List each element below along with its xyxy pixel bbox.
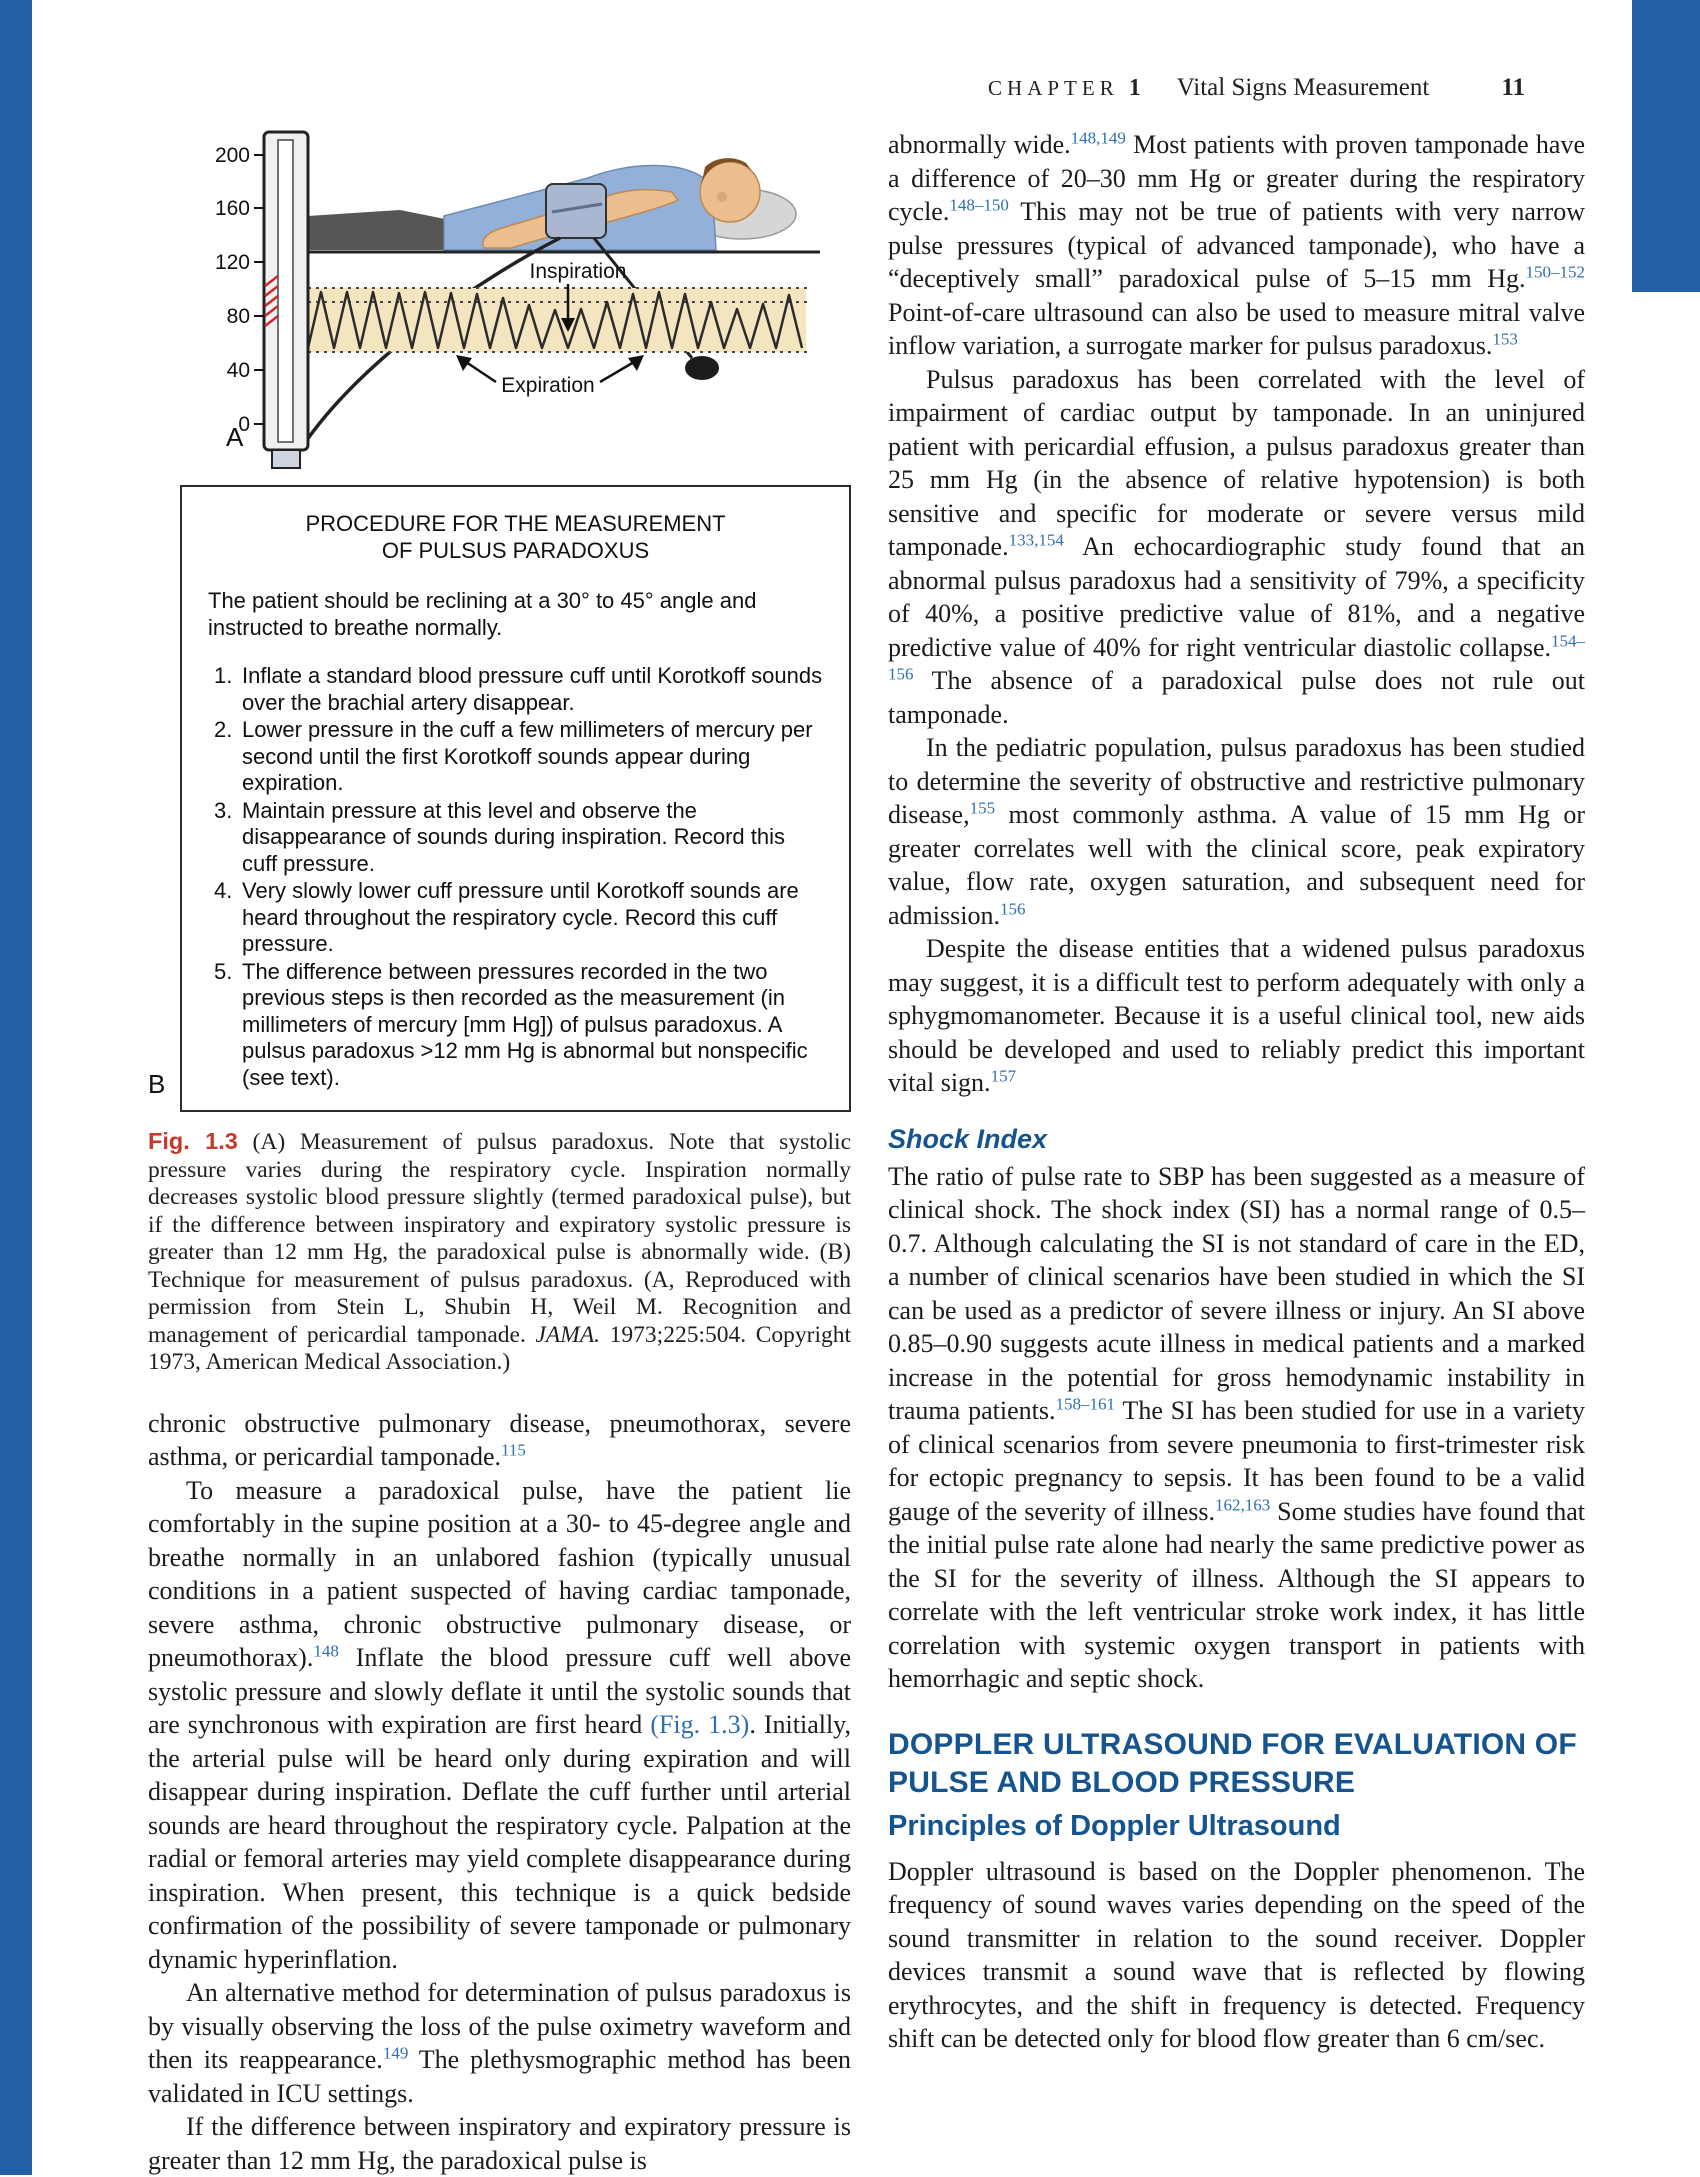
procedure-box bbox=[180, 485, 851, 1112]
page-number: 11 bbox=[1501, 74, 1525, 102]
text-run: An alternative method for determination of pulsus paradoxus is by visually observing the loss of the pulse oximetry waveform and then its reappearance. bbox=[148, 1978, 851, 2074]
tick-200: 200 bbox=[215, 144, 250, 167]
procedure-intro: The patient should be reclining at a 30° to 45° angle and instructed to breathe normally. bbox=[208, 588, 823, 641]
text-run: Most patients with proven tamponade have a difference of 20–30 mm Hg or greater during the respiratory cycle. bbox=[888, 130, 1585, 226]
pump-bulb bbox=[685, 356, 719, 380]
procedure-title-line-1: PROCEDURE FOR THE MEASUREMENT bbox=[208, 511, 823, 538]
right-column bbox=[888, 128, 1585, 2056]
expiration-left-arrow bbox=[466, 362, 496, 382]
manometer bbox=[215, 132, 308, 468]
reference-superscript[interactable]: 148 bbox=[313, 1641, 339, 1660]
pressure-band bbox=[308, 288, 806, 352]
text-run: chronic obstructive pulmonary disease, pneumothorax, severe asthma, or pericardial tamponade. bbox=[148, 1409, 851, 1472]
text-run: (A) Measurement of pulsus paradoxus. Note that systolic pressure varies during the respiratory cycle. Inspiration normally decreases systolic blood pressure slightly (termed paradoxical pulse), but if the difference between inspiratory and expiratory systolic pressure is greater than 12 mm Hg, the paradoxical pulse is abnormally wide. (B) Technique for measurement of pulsus paradoxus. (A, Reproduced with permission from Stein L, Shubin H, Weil M. Recognition and management of pericardial tamponade. bbox=[148, 1129, 851, 1348]
reference-superscript[interactable]: 133,154 bbox=[1009, 530, 1064, 549]
chapter-number: 1 bbox=[1129, 75, 1141, 102]
patient-ear bbox=[717, 192, 727, 202]
tick-120: 120 bbox=[215, 251, 250, 274]
paragraph bbox=[888, 363, 1585, 732]
paragraph bbox=[888, 1160, 1585, 1696]
figure-caption bbox=[148, 1128, 851, 1377]
text-run: To measure a paradoxical pulse, have the patient lie comfortably in the supine position at a 30- to 45-degree angle and breathe normally in an unlabored fashion (typically unusual conditions in a patient suspected of having cardiac tamponade, severe asthma, chronic obstructive pulmonary disease, or pneumothorax). bbox=[148, 1476, 851, 1673]
text-run: This may not be true of patients with very narrow pulse pressures (typical of advanced tamponade), who have a “deceptively small” paradoxical pulse of 5–15 mm Hg. bbox=[888, 197, 1585, 293]
left-column bbox=[148, 100, 851, 2177]
procedure-step: Very slowly lower cuff pressure until Korotkoff sounds are heard throughout the respiratory cycle. Record this cuff pressure. bbox=[208, 878, 823, 958]
expiration-right-arrow bbox=[600, 362, 634, 382]
reference-superscript[interactable]: 148,149 bbox=[1071, 128, 1126, 147]
reference-superscript[interactable]: 115 bbox=[501, 1440, 526, 1459]
manometer-reservoir bbox=[272, 450, 300, 468]
left-column-text bbox=[148, 1407, 851, 2177]
reference-superscript[interactable]: 154–156 bbox=[888, 631, 1585, 684]
paragraph bbox=[888, 932, 1585, 1100]
chapter-thumb-tab bbox=[1632, 0, 1700, 292]
text-run: abnormally wide. bbox=[888, 130, 1071, 159]
procedure-box-title bbox=[208, 511, 823, 564]
text-run: An echocardiographic study found that an abnormal pulsus paradoxus had a sensitivity of 79%, a specificity of 40%, a positive predictive value of 81%, and a negative predictive value of 40% for right ventricular diastolic collapse. bbox=[888, 532, 1585, 662]
procedure-step: Maintain pressure at this level and observe the disappearance of sounds during inspiration. Record this cuff pressure. bbox=[208, 798, 823, 878]
text-run: In the pediatric population, pulsus paradoxus has been studied to determine the severity of obstructive and restrictive pulmonary disease, bbox=[888, 733, 1585, 829]
tick-160: 160 bbox=[215, 197, 250, 220]
text-run: If the difference between inspiratory and expiratory pressure is greater than 12 mm Hg, the paradoxical pulse is bbox=[148, 2112, 851, 2175]
italic-text: JAMA. bbox=[535, 1322, 600, 1348]
paragraph bbox=[888, 1855, 1585, 2056]
procedure-step: Inflate a standard blood pressure cuff until Korotkoff sounds over the brachial artery disappear. bbox=[208, 663, 823, 716]
page-edge-bar bbox=[0, 0, 32, 2175]
figure-1-3-panel-a-illustration bbox=[148, 100, 848, 475]
section-heading: DOPPLER ULTRASOUND FOR EVALUATION OF PULSE AND BLOOD PRESSURE bbox=[888, 1726, 1585, 1802]
expiration-label: Expiration bbox=[501, 374, 594, 397]
text-run: most commonly asthma. A value of 15 mm Hg or greater correlates well with the clinical score, peak expiratory value, flow rate, oxygen saturation, and subsequent need for admission. bbox=[888, 800, 1585, 930]
inspiration-label: Inspiration bbox=[530, 260, 627, 283]
text-run: Some studies have found that the initial pulse rate alone had nearly the same predictive power as the SI for the severity of illness. Although the SI appears to correlate with the left ventricular stroke work index, it has little correlation with systemic oxygen transport in patients with hemorrhagic and septic shock. bbox=[888, 1497, 1585, 1694]
text-run: The SI has been studied for use in a variety of clinical scenarios from severe pneumonia to first-trimester risk for ectopic pregnancy to sepsis. It has been found to be a valid gauge of the severity of illness. bbox=[888, 1396, 1585, 1526]
procedure-title-line-2: OF PULSUS PARADOXUS bbox=[208, 538, 823, 565]
patient-head bbox=[700, 162, 760, 222]
reference-superscript[interactable]: 158–161 bbox=[1055, 1394, 1115, 1413]
figure-1-3-panel-b bbox=[148, 485, 851, 1112]
text-run: The absence of a paradoxical pulse does not rule out tamponade. bbox=[888, 666, 1585, 729]
procedure-step: Lower pressure in the cuff a few millimeters of mercury per second until the first Korotkoff sounds appear during expiration. bbox=[208, 717, 823, 797]
procedure-step: The difference between pressures recorded in the two previous steps is then recorded as the measurement (in millimeters of mercury [mm Hg]) of pulsus paradoxus. A pulsus paradoxus >12 mm Hg is abnormal but nonspecific (see text). bbox=[208, 959, 823, 1092]
text-run: The plethysmographic method has been validated in ICU settings. bbox=[148, 2045, 851, 2108]
reference-superscript[interactable]: 156 bbox=[1000, 899, 1026, 918]
text-run: 1973;225:504. Copyright 1973, American Medical Association.) bbox=[148, 1322, 851, 1376]
patient-illustration bbox=[308, 158, 796, 250]
tick-0: 0 bbox=[238, 413, 250, 436]
reference-superscript[interactable]: 155 bbox=[970, 798, 996, 817]
text-run: Point-of-care ultrasound can also be used to measure mitral valve inflow variation, a surrogate marker for pulsus paradoxus. bbox=[888, 298, 1585, 361]
text-run: Despite the disease entities that a widened pulsus paradoxus may suggest, it is a difficult test to perform adequately with only a sphygmomanometer. Because it is a useful clinical tool, new aids should be developed and used to reliably predict this important vital sign. bbox=[888, 934, 1585, 1097]
reference-superscript[interactable]: 148–150 bbox=[949, 195, 1009, 214]
paragraph bbox=[888, 731, 1585, 932]
text-run: Doppler ultrasound is based on the Doppler phenomenon. The frequency of sound waves varies depending on the speed of the sound transmitter in relation to the sound receiver. Doppler devices transmit a sound wave that is reflected by flowing erythrocytes, and the shift in frequency is detected. Frequency shift can be detected only for blood flow greater than 6 cm/sec. bbox=[888, 1857, 1585, 2054]
procedure-steps bbox=[208, 663, 823, 1091]
panel-a-label: A bbox=[226, 422, 244, 452]
subsection-heading: Shock Index bbox=[888, 1124, 1585, 1155]
paragraph bbox=[148, 1976, 851, 2110]
panel-b-label: B bbox=[148, 1069, 165, 1100]
paragraph bbox=[148, 2110, 851, 2177]
chapter-label: CHAPTER bbox=[988, 76, 1119, 101]
text-run: Pulsus paradoxus has been correlated with the level of impairment of cardiac output by tamponade. In an uninjured patient with pericardial effusion, a pulsus paradoxus greater than 25 mm Hg (in the absence of relative hypotension) is both sensitive and specific for moderate or severe versus mild tamponade. bbox=[888, 365, 1585, 562]
running-head bbox=[888, 74, 1585, 102]
figure-caption-label: Fig. 1.3 bbox=[148, 1128, 238, 1154]
text-run: The ratio of pulse rate to SBP has been suggested as a measure of clinical shock. The shock index (SI) has a normal range of 0.5–0.7. Although calculating the SI is not standard of care in the ED, a number of clinical scenarios have been studied in which the SI can be used as a predictor of severe illness or injury. An SI above 0.85–0.90 suggests acute illness in medical patients and a marked increase in the potential for gross hemodynamic instability in trauma patients. bbox=[888, 1162, 1585, 1426]
tick-80: 80 bbox=[227, 305, 250, 328]
reference-superscript[interactable]: 157 bbox=[991, 1066, 1017, 1085]
patient-shorts bbox=[308, 210, 450, 250]
paragraph bbox=[148, 1474, 851, 1977]
paragraph bbox=[888, 128, 1585, 363]
reference-superscript[interactable]: 162,163 bbox=[1215, 1495, 1270, 1514]
paragraph bbox=[148, 1407, 851, 1474]
reference-superscript[interactable]: 150–152 bbox=[1526, 262, 1586, 281]
text-run: . Initially, the arterial pulse will be heard only during expiration and will disappear during inspiration. Deflate the cuff further until arterial sounds are heard throughout the respiratory cycle. Palpation at the radial or femoral arteries may yield complete disappearance during inspiration. When present, this technique is a quick bedside confirmation of the possibility of severe tamponade or pulmonary dynamic hyperinflation. bbox=[148, 1710, 851, 1974]
tick-40: 40 bbox=[227, 359, 250, 382]
running-head-title: Vital Signs Measurement bbox=[1177, 74, 1430, 102]
reference-superscript[interactable]: 149 bbox=[383, 2043, 409, 2062]
subsection-heading: Principles of Doppler Ultrasound bbox=[888, 1810, 1585, 1843]
figure-reference-link[interactable]: (Fig. 1.3) bbox=[650, 1710, 749, 1739]
manometer-tick-labels bbox=[215, 144, 250, 436]
text-run: Inflate the blood pressure cuff well above systolic pressure and slowly deflate it until the systolic sounds that are synchronous with expiration are first heard bbox=[148, 1643, 851, 1739]
reference-superscript[interactable]: 153 bbox=[1492, 329, 1518, 348]
